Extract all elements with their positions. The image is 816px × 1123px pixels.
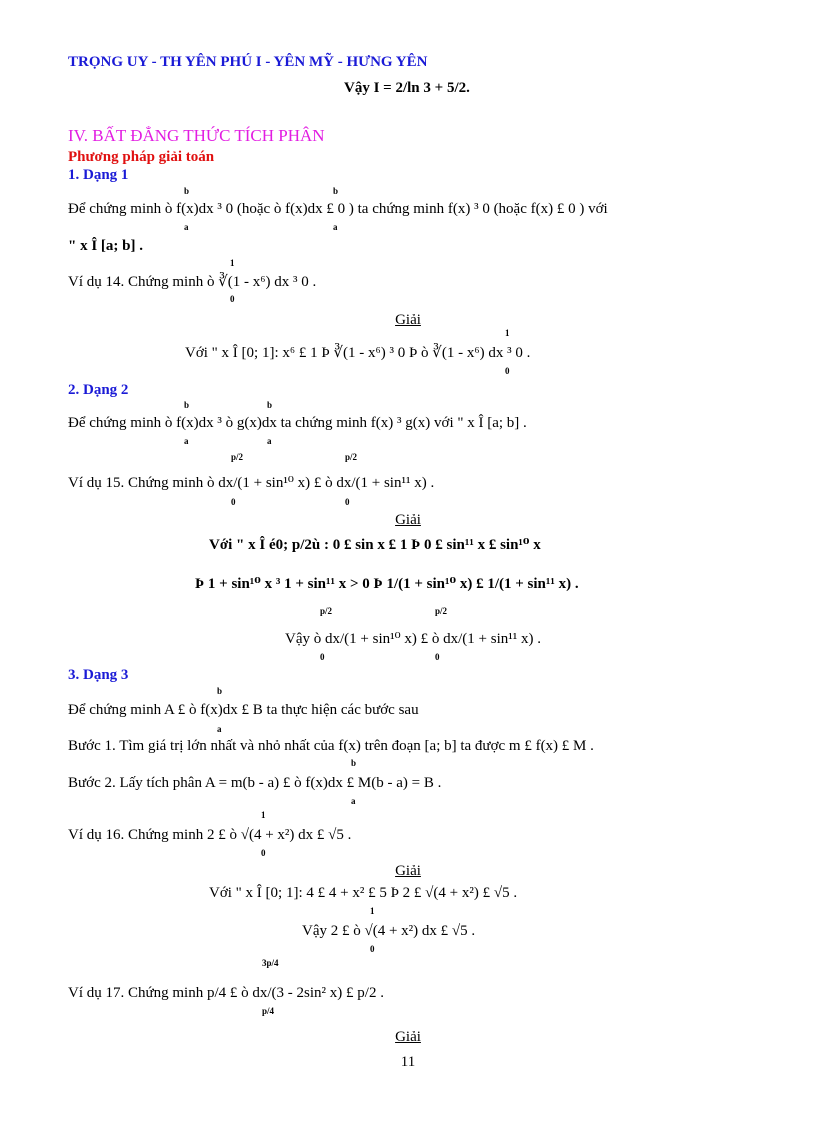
limit-upper: 1 (230, 258, 235, 268)
limit-upper: b (184, 186, 190, 196)
limit-lower: 0 (505, 366, 510, 376)
limit-lower: 0 (370, 944, 375, 954)
page-number: 11 (400, 1054, 416, 1070)
example-15-step-2: Þ 1 + sin¹⁰ x ³ 1 + sin¹¹ x > 0 Þ 1/(1 + sin¹⁰ x) £ 1/(1 + sin¹¹ x) . (195, 576, 579, 592)
limit-lower: 0 (435, 652, 440, 662)
limit-upper: b (184, 400, 190, 410)
example-14: Ví dụ 14. Chứng minh ò ∛(1 - x⁶) dx ³ 0 . (68, 274, 317, 290)
limit-upper: 1 (261, 810, 266, 820)
limit-upper: p/2 (345, 452, 358, 462)
example-15: Ví dụ 15. Chứng minh ò dx/(1 + sin¹⁰ x) £ ò dx/(1 + sin¹¹ x) . (68, 475, 435, 491)
limit-upper: 1 (370, 906, 375, 916)
form-3-statement: Để chứng minh A £ ò f(x)dx £ B ta thực hiện các bước sau (68, 702, 419, 718)
example-15-conclusion: Vậy ò dx/(1 + sin¹⁰ x) £ ò dx/(1 + sin¹¹ x) . (285, 631, 541, 647)
step-1: Bước 1. Tìm giá trị lớn nhất và nhỏ nhất của f(x) trên đoạn [a; b] ta được m £ f(x) £ M . (68, 738, 594, 754)
form-1-statement: Để chứng minh ò f(x)dx ³ 0 (hoặc ò f(x)dx £ 0 ) ta chứng minh f(x) ³ 0 (hoặc f(x) £ 0 ) với (68, 201, 608, 217)
limit-lower: a (267, 436, 272, 446)
example-14-solution: Với " x Î [0; 1]: x⁶ £ 1 Þ ∛(1 - x⁶) ³ 0 Þ ò ∛(1 - x⁶) dx ³ 0 . (185, 345, 531, 361)
limit-upper: 1 (505, 328, 510, 338)
limit-upper: p/2 (231, 452, 244, 462)
example-16-solution: Với " x Î [0; 1]: 4 £ 4 + x² £ 5 Þ 2 £ √(4 + x²) £ √5 . (209, 885, 518, 901)
example-17: Ví dụ 17. Chứng minh p/4 £ ò dx/(3 - 2sin² x) £ p/2 . (68, 985, 384, 1001)
example-16: Ví dụ 16. Chứng minh 2 £ ò √(4 + x²) dx £ √5 . (68, 827, 352, 843)
limit-lower: a (184, 222, 189, 232)
limit-upper: b (217, 686, 223, 696)
limit-lower: p/4 (262, 1006, 275, 1016)
form-1-statement-cont: " x Î [a; b] . (68, 238, 143, 254)
page-header: TRỌNG UY - TH YÊN PHÚ I - YÊN MỸ - HƯNG YÊN (68, 54, 428, 70)
solution-label: Giải (395, 512, 421, 528)
limit-lower: a (333, 222, 338, 232)
limit-upper: b (267, 400, 273, 410)
limit-upper: b (351, 758, 357, 768)
limit-lower: 0 (345, 497, 350, 507)
form-2-heading: 2. Dạng 2 (68, 382, 129, 398)
example-16-conclusion: Vậy 2 £ ò √(4 + x²) dx £ √5 . (302, 923, 476, 939)
form-2-statement: Để chứng minh ò f(x)dx ³ ò g(x)dx ta chứng minh f(x) ³ g(x) với " x Î [a; b] . (68, 415, 527, 431)
solution-label: Giải (395, 1029, 421, 1045)
limit-upper: b (333, 186, 339, 196)
example-15-step-1: Với " x Î é0; p/2ù : 0 £ sin x £ 1 Þ 0 £ sin¹¹ x £ sin¹⁰ x (209, 537, 541, 553)
solution-label: Giải (395, 312, 421, 328)
limit-lower: a (351, 796, 356, 806)
form-3-heading: 3. Dạng 3 (68, 667, 129, 683)
limit-upper: p/2 (320, 606, 333, 616)
limit-lower: a (184, 436, 189, 446)
limit-upper: 3p/4 (262, 958, 279, 968)
limit-upper: p/2 (435, 606, 448, 616)
form-1-heading: 1. Dạng 1 (68, 167, 129, 183)
step-2: Bước 2. Lấy tích phân A = m(b - a) £ ò f(x)dx £ M(b - a) = B . (68, 775, 442, 791)
limit-lower: 0 (261, 848, 266, 858)
equation-result-i: Vậy I = 2/ln 3 + 5/2. (344, 80, 470, 96)
limit-lower: a (217, 724, 222, 734)
limit-lower: 0 (231, 497, 236, 507)
method-heading: Phương pháp giải toán (68, 149, 215, 165)
limit-lower: 0 (320, 652, 325, 662)
solution-label: Giải (395, 863, 421, 879)
limit-lower: 0 (230, 294, 235, 304)
section-title: IV. BẤT ĐẲNG THỨC TÍCH PHÂN (68, 126, 325, 145)
